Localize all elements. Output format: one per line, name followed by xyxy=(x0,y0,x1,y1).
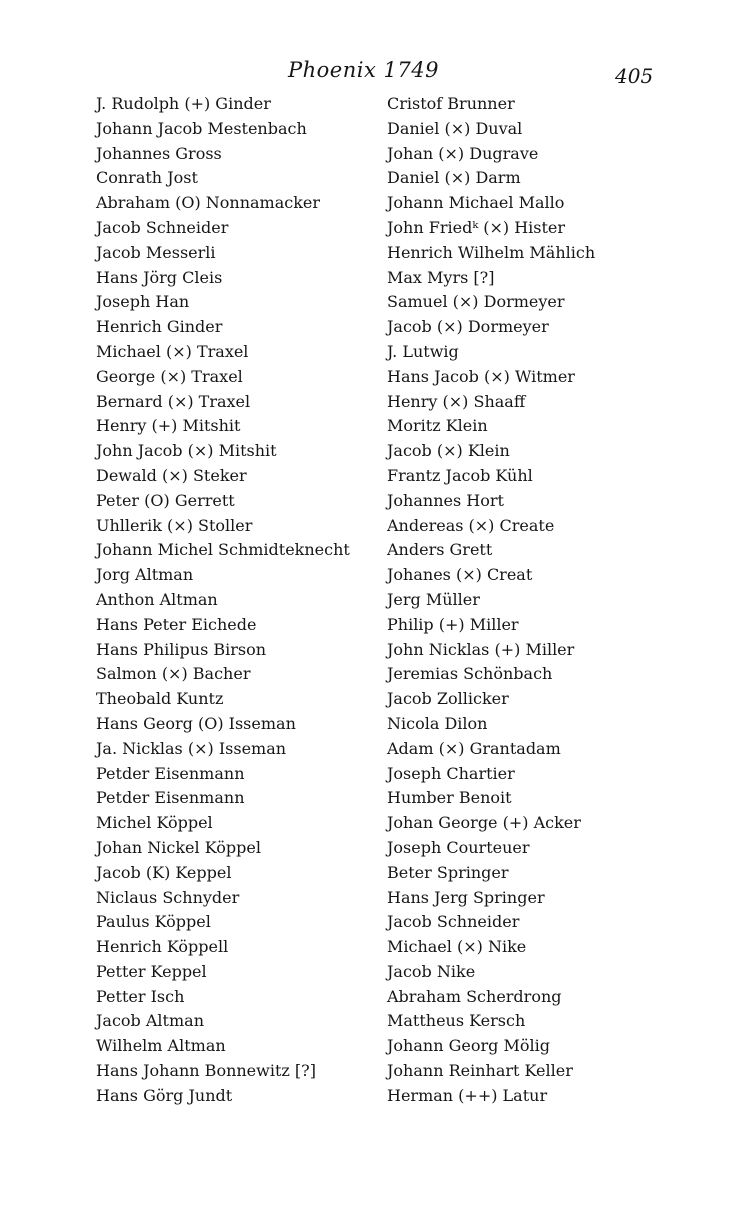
right-name-entry: Cristof Brunner xyxy=(387,94,515,113)
right-name-entry: Joseph Chartier xyxy=(387,763,515,783)
left-name-entry: Henry (+) Mitshit xyxy=(96,416,241,436)
right-name-entry: John Friedᵏ (×) Hister xyxy=(387,217,566,237)
right-name-entry: Andereas (×) Create xyxy=(387,515,555,535)
left-name-entry: Hans Jörg Cleis xyxy=(96,267,223,287)
left-name-entry: Bernard (×) Traxel xyxy=(96,391,251,411)
left-name-entry: Johann Jacob Mestenbach xyxy=(96,118,307,138)
left-name-entry: Abraham (O) Nonnamacker xyxy=(96,193,321,213)
left-name-column xyxy=(96,92,381,1109)
left-name-entry: Peter (O) Gerrett xyxy=(96,490,235,510)
right-name-entry: Jerg Müller xyxy=(387,589,480,609)
left-name-entry: Johan Nickel Köppel xyxy=(96,837,261,857)
right-name-entry: Johann Michael Mallo xyxy=(387,193,565,213)
left-name-entry: Jacob Messerli xyxy=(96,242,216,262)
right-name-entry: Max Myrs [?] xyxy=(387,267,495,287)
left-name-entry: Petder Eisenmann xyxy=(96,763,245,783)
left-name-entry: Anthon Altman xyxy=(96,589,218,609)
right-name-entry: John Nicklas (+) Miller xyxy=(387,639,575,659)
left-name-entry: Petder Eisenmann xyxy=(96,788,245,808)
right-name-entry: Samuel (×) Dormeyer xyxy=(387,292,565,312)
right-name-entry: Anders Grett xyxy=(387,540,493,560)
right-name-entry: Hans Jacob (×) Witmer xyxy=(387,366,575,386)
left-name-entry: Jacob Altman xyxy=(96,1011,204,1031)
right-name-entry: Abraham Scherdrong xyxy=(387,986,562,1006)
right-name-entry: Johann Georg Mölig xyxy=(387,1036,550,1056)
right-name-entry: Mattheus Kersch xyxy=(387,1011,526,1031)
running-title: Phoenix 1749 xyxy=(288,58,439,82)
left-name-entry: Jacob (K) Keppel xyxy=(96,862,232,882)
left-name-entry: Jacob Schneider xyxy=(96,217,229,237)
right-name-entry: Hans Jerg Springer xyxy=(387,887,545,907)
right-name-entry: Frantz Jacob Kühl xyxy=(387,465,533,485)
left-name-entry: Petter Keppel xyxy=(96,961,207,981)
right-name-entry: Philip (+) Miller xyxy=(387,614,519,634)
left-name-entry: Paulus Köppel xyxy=(96,912,211,932)
left-name-entry: Johann Michel Schmidteknecht xyxy=(96,540,350,560)
left-name-entry: Michel Köppel xyxy=(96,813,213,833)
left-name-entry: Hans Georg (O) Isseman xyxy=(96,713,296,733)
left-name-entry: Hans Johann Bonnewitz [?] xyxy=(96,1061,316,1081)
right-name-entry: Beter Springer xyxy=(387,862,509,882)
left-name-entry: Johannes Gross xyxy=(96,143,222,163)
left-name-entry: Petter Isch xyxy=(96,986,185,1006)
right-name-entry: Michael (×) Nike xyxy=(387,937,527,957)
left-name-entry: Ja. Nicklas (×) Isseman xyxy=(96,738,287,758)
right-name-entry: Herman (++) Latur xyxy=(387,1085,548,1105)
right-name-entry: Jacob Zollicker xyxy=(387,689,509,709)
right-name-entry: Johan (×) Dugrave xyxy=(387,143,539,163)
right-name-entry: Johannes Hort xyxy=(387,490,504,510)
right-name-entry: Jeremias Schönbach xyxy=(387,664,553,684)
right-name-entry: Moritz Klein xyxy=(387,416,488,436)
left-name-entry: John Jacob (×) Mitshit xyxy=(96,441,277,461)
left-name-entry: Theobald Kuntz xyxy=(96,689,224,709)
left-name-entry: Dewald (×) Steker xyxy=(96,465,247,485)
left-name-entry: Hans Philipus Birson xyxy=(96,639,267,659)
left-name-entry: Michael (×) Traxel xyxy=(96,341,249,361)
right-name-entry: Nicola Dilon xyxy=(387,713,488,733)
right-name-entry: Henry (×) Shaaff xyxy=(387,391,526,411)
right-name-entry: Jacob Nike xyxy=(387,961,476,981)
page-number: 405 xyxy=(615,64,654,88)
right-name-entry: Daniel (×) Darm xyxy=(387,168,521,188)
left-name-entry: Wilhelm Altman xyxy=(96,1036,226,1056)
right-name-entry: Jacob (×) Klein xyxy=(387,441,510,461)
left-name-entry: Joseph Han xyxy=(96,292,190,312)
right-name-column xyxy=(387,92,687,1109)
left-name-entry: Niclaus Schnyder xyxy=(96,887,240,907)
left-name-entry: J. Rudolph (+) Ginder xyxy=(96,94,271,113)
right-name-entry: Johanes (×) Creat xyxy=(387,565,533,585)
right-name-entry: Johan George (+) Acker xyxy=(387,813,581,833)
left-name-entry: Henrich Köppell xyxy=(96,937,229,957)
left-name-entry: Conrath Jost xyxy=(96,168,198,188)
right-name-entry: Johann Reinhart Keller xyxy=(387,1061,573,1081)
right-name-entry: Henrich Wilhelm Mählich xyxy=(387,242,596,262)
right-name-entry: Joseph Courteuer xyxy=(387,837,530,857)
right-name-entry: Daniel (×) Duval xyxy=(387,118,523,138)
left-name-entry: Hans Peter Eichede xyxy=(96,614,257,634)
left-name-entry: Henrich Ginder xyxy=(96,317,223,337)
left-name-entry: Hans Görg Jundt xyxy=(96,1085,233,1105)
right-name-entry: Humber Benoit xyxy=(387,788,512,808)
page-header xyxy=(0,58,754,90)
left-name-entry: Salmon (×) Bacher xyxy=(96,664,251,684)
right-name-entry: J. Lutwig xyxy=(387,341,459,361)
left-name-entry: George (×) Traxel xyxy=(96,366,243,386)
right-name-entry: Adam (×) Grantadam xyxy=(387,738,561,758)
right-name-entry: Jacob (×) Dormeyer xyxy=(387,317,549,337)
left-name-entry: Uhllerik (×) Stoller xyxy=(96,515,253,535)
left-name-entry: Jorg Altman xyxy=(96,565,194,585)
right-name-entry: Jacob Schneider xyxy=(387,912,520,932)
